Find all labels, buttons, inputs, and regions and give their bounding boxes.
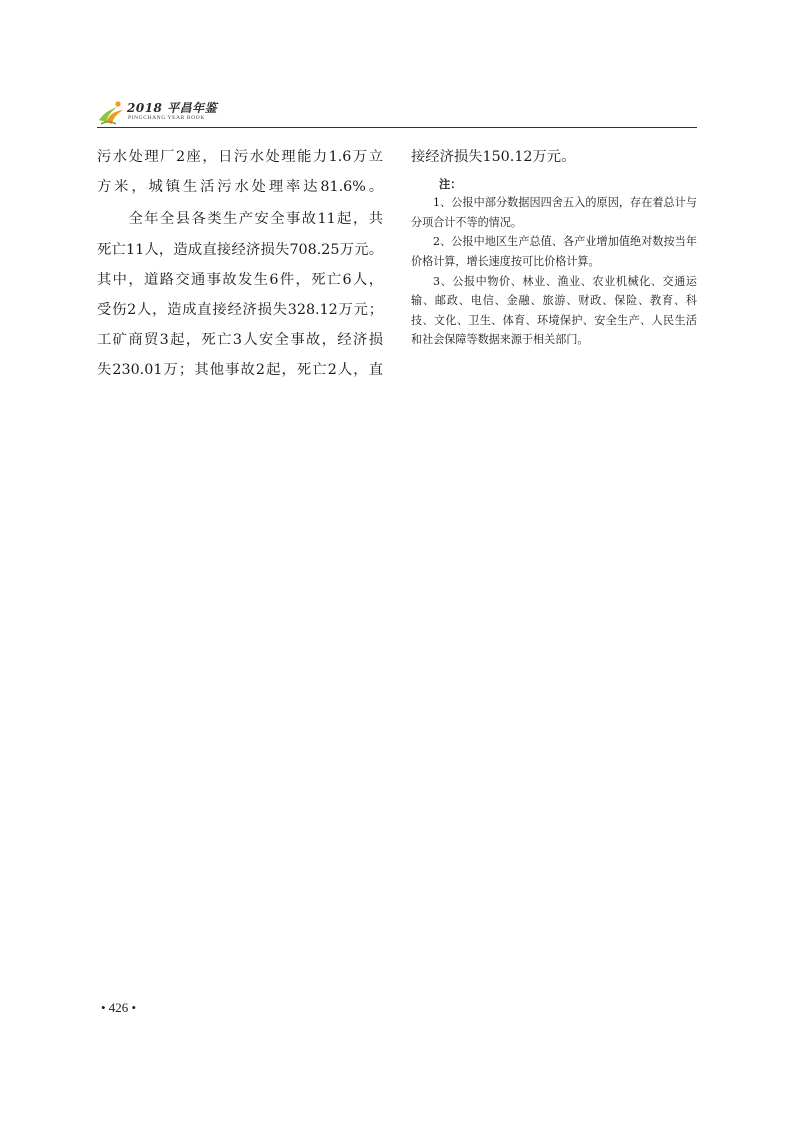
note-item: 2、公报中地区生产总值、各产业增加值绝对数按当年价格计算，增长速度按可比价格计算。 <box>411 235 697 268</box>
left-column <box>97 142 383 386</box>
text-line: 方米，城镇生活污水处理率达81.6%。 <box>97 179 383 196</box>
text-line: 其中，道路交通事故发生6件，死亡6人， <box>97 271 383 288</box>
notes-section <box>411 175 697 350</box>
paragraph-sewage <box>97 142 383 202</box>
yearbook-subtitle: PINGCHANG YEAR BOOK <box>128 115 205 121</box>
page-header <box>97 96 697 130</box>
yearbook-title: 2018 平昌年鉴 <box>127 101 218 115</box>
text-line: 失230.01万；其他事故2起，死亡2人，直 <box>97 362 383 379</box>
right-column <box>411 142 697 350</box>
text-line: 全年全县各类生产安全事故11起，共 <box>97 211 383 228</box>
text-line: 工矿商贸3起，死亡3人安全事故，经济损 <box>97 332 383 349</box>
text-line: 死亡11人，造成直接经济损失708.25万元。 <box>97 241 383 258</box>
paragraph-continuation: 接经济损失150.12万元。 <box>411 149 576 165</box>
note-item: 1、公报中部分数据因四舍五入的原因，存在着总计与分项合计不等的情况。 <box>411 196 697 229</box>
text-line: 污水处理厂2座，日污水处理能力1.6万立 <box>97 149 383 165</box>
page-number: • 426 • <box>101 1000 137 1015</box>
note-item: 3、公报中物价、林业、渔业、农业机械化、交通运输、邮政、电信、金融、旅游、财政、保险、教育、科技、文化、卫生、体育、环境保护、安全生产、人民生活和社会保障等数据来源于相关部门。 <box>411 274 697 347</box>
paragraph-safety-accidents <box>97 204 383 385</box>
notes-title: 注： <box>439 177 462 192</box>
yearbook-logo-icon <box>97 100 125 126</box>
text-line: 受伤2人，造成直接经济损失328.12万元； <box>97 302 383 319</box>
header-divider <box>97 127 697 128</box>
